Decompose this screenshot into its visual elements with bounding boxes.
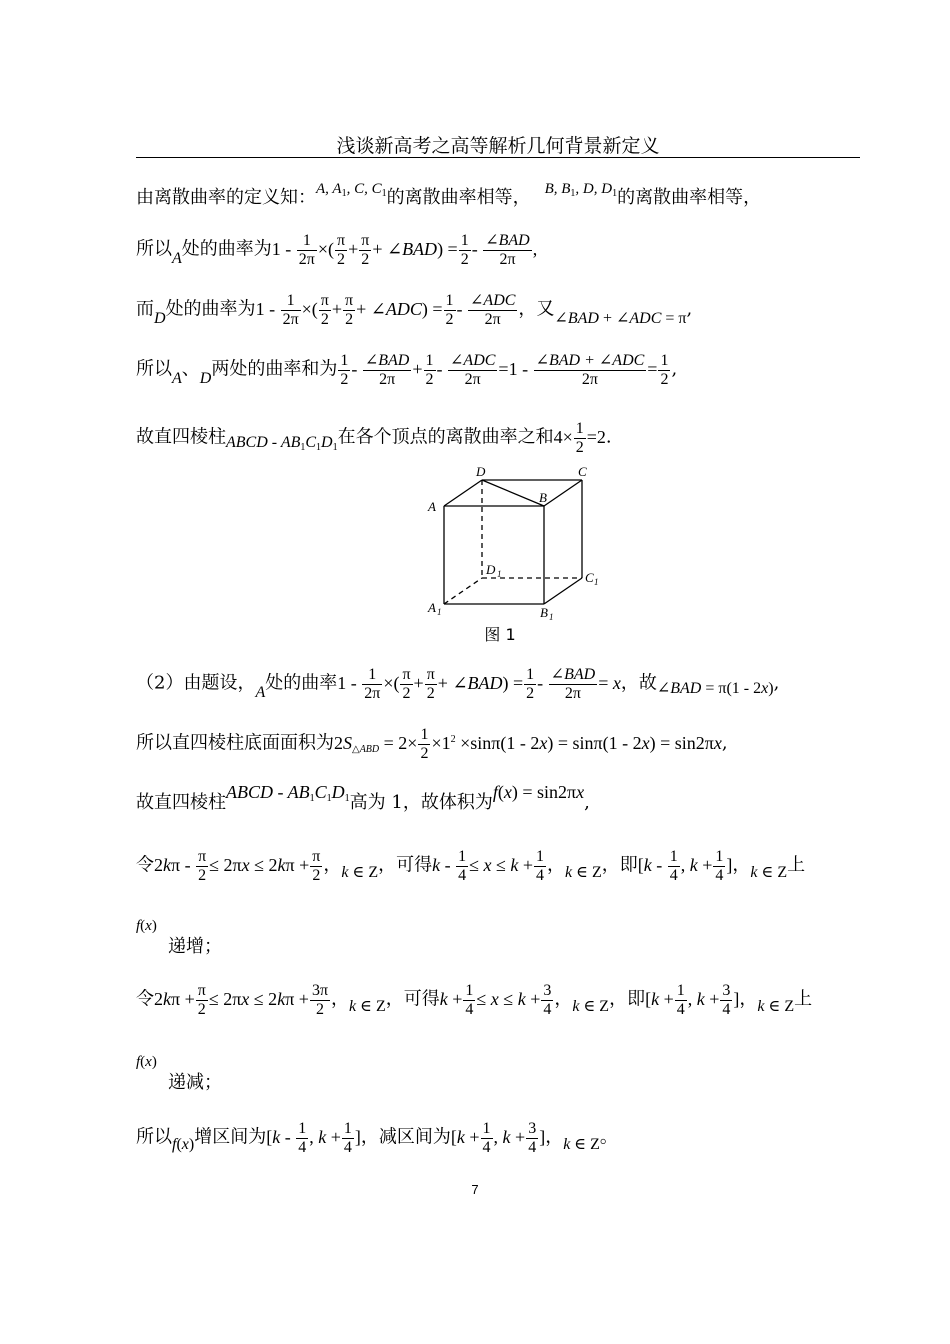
text: 而 xyxy=(136,298,154,320)
text-line-2 xyxy=(136,232,537,269)
svg-text:1: 1 xyxy=(549,612,554,622)
formula-decrease-interval: [k + $\frac{1}{4}$ , k + $\frac{3}{4}$ ] xyxy=(645,982,740,1018)
text-line-10b xyxy=(168,932,222,958)
formula-curvature-a: 1 - $\frac{1}{2\pi}$ ×( $\frac{\pi}{2}$ + $\frac{\pi}{2}$ + ∠BAD) = $\frac{1}{2}$ - $\frac{\text{∠BAD}}{2\pi}$ , xyxy=(271,232,538,268)
formula-volume: f(x) = sin2πx xyxy=(492,782,585,802)
label-B: B xyxy=(539,490,547,505)
formula-decrease-interval-final: [k + $\frac{1}{4}$ , k + $\frac{3}{4}$ ] xyxy=(450,1120,546,1156)
formula-increase-interval: [k - $\frac{1}{4}$ , k + $\frac{1}{4}$ ] xyxy=(637,848,733,884)
point-label: D xyxy=(199,369,212,387)
point-label: A xyxy=(172,369,182,387)
text: ，可得 xyxy=(378,854,433,876)
formula-increase-ineq: 2kπ - $\frac{\pi}{2}$ ≤ 2πx ≤ 2kπ + $\frac{\pi}{2}$ xyxy=(154,848,321,884)
formula-total: 4× $\frac{1}{2}$ =2 xyxy=(553,420,606,456)
text: 处的曲率 xyxy=(265,672,338,694)
text: ，又 xyxy=(518,298,555,320)
prism-name: ABCD - $AB_1C_1D_1$ xyxy=(226,433,338,453)
point-label: A xyxy=(255,683,266,701)
label-D1: D xyxy=(486,562,496,577)
formula-decrease-x: k + $\frac{1}{4}$ ≤ x ≤ k + $\frac{3}{4}$ xyxy=(439,982,552,1018)
text: 在各个顶点的离散曲率之和 xyxy=(337,426,554,448)
text-line-1 xyxy=(136,183,761,209)
edge-AD xyxy=(444,480,482,506)
text: 高为 1，故体积为 xyxy=(349,792,493,813)
text: 所以 xyxy=(136,358,172,380)
label-A1: A xyxy=(428,600,436,615)
edge-BC xyxy=(544,480,582,506)
point-label: A xyxy=(172,249,182,267)
figure-caption: 图 1 xyxy=(484,625,516,644)
text: ，即 xyxy=(601,854,638,876)
text: 两处的曲率和为 xyxy=(211,358,338,380)
text-line-12b xyxy=(168,1068,222,1094)
formula-curvature-d: 1 - $\frac{1}{2\pi}$ ×( $\frac{\pi}{2}$ + $\frac{\pi}{2}$ + ∠ADC) = $\frac{1}{2}$ - $\frac{\text{∠ADC}}{2\pi}$ xyxy=(255,292,516,328)
text: 所以 xyxy=(136,1126,172,1148)
text: ，即 xyxy=(609,988,646,1010)
prism-name: ABCD - $AB_1C_1D_1$ xyxy=(226,782,350,804)
prism-figure xyxy=(420,462,610,622)
vertex-set-2: B, B1, D, D1 xyxy=(544,181,618,199)
label-C1: C xyxy=(585,570,594,585)
header-rule xyxy=(136,157,860,158)
formula-angle-bad: ∠BAD = π(1 - 2x) xyxy=(656,679,774,697)
formula-increase-x: k - $\frac{1}{4}$ ≤ x ≤ k + $\frac{1}{4}$ xyxy=(432,848,545,884)
formula-area: $2S_{\triangle ABD} = 2\times$ $\frac{1}{2}$ $\times 1^2 \times\sin\pi(1 - 2x) = \sin\pi(1 - 2x) = \sin 2\pi x$ xyxy=(334,726,722,762)
text: 的离散曲率相等， xyxy=(617,187,762,208)
text: 处的曲率为 xyxy=(165,298,256,320)
text: 由离散曲率的定义知： xyxy=(136,187,316,208)
text: ，故 xyxy=(620,672,657,694)
formula-increase-interval-final: [k - $\frac{1}{4}$ , k + $\frac{1}{4}$ ] xyxy=(266,1120,361,1156)
label-C: C xyxy=(578,464,587,479)
text-line-8: 故直四棱柱ABCD - $AB_1C_1D_1$高为 1，故体积为f(x) = sin2πx, xyxy=(136,782,590,813)
text: （2）由题设， xyxy=(136,672,256,694)
text: 的离散曲率相等， xyxy=(386,187,531,208)
svg-text:1: 1 xyxy=(594,577,599,587)
text: 故直四棱柱 xyxy=(136,426,226,448)
text: 令 xyxy=(136,854,154,876)
svg-text:1: 1 xyxy=(497,569,502,579)
text: ，减区间为 xyxy=(360,1126,451,1148)
text: 故直四棱柱 xyxy=(136,792,226,813)
text: 增区间为 xyxy=(194,1126,267,1148)
formula-curvature-sum: $\frac{1}{2}$ - $\frac{\text{∠BAD}}{2\pi}$ + $\frac{1}{2}$ - $\frac{\text{∠ADC}}{2\pi}$ =1 - $\frac{\text{∠BAD + ∠ADC}}{2\pi}$ = $\frac{1}{2}$ xyxy=(340,352,669,388)
text: 上 xyxy=(794,988,813,1010)
edge-A1D1-hidden xyxy=(444,578,482,604)
text-line-7: 所以直四棱柱底面面积为$2S_{\triangle ABD} = 2\times$ $\frac{1}{2}$ $\times 1^2 \times\sin\pi(1 - 2x) = \sin\pi(1 - 2x) = \sin 2\pi x$, xyxy=(136,726,728,762)
text: ，可得 xyxy=(385,988,440,1010)
text-line-9: 令2kπ - $\frac{\pi}{2}$ ≤ 2πx ≤ 2kπ + $\frac{\pi}{2}$ ，k ∈ Z，可得k - $\frac{1}{4}$ ≤ x ≤ k + $\frac{1}{4}$ ，k ∈ Z，即[k - $\frac{1}{4}$ , k + $\frac{1}{4}$ ]，k ∈ Z上 xyxy=(136,848,806,884)
edge-B1C1 xyxy=(544,578,582,604)
svg-text:1: 1 xyxy=(437,607,442,617)
text-line-10 xyxy=(136,914,157,935)
page-number: 7 xyxy=(471,1182,479,1197)
label-B1: B xyxy=(540,605,548,620)
formula-angle-sum: ∠BAD + ∠ADC = π xyxy=(554,309,687,327)
text: 处的曲率为 xyxy=(181,238,272,260)
page-header-title: 浅谈新高考之高等解析几何背景新定义 xyxy=(336,135,660,157)
text: 所以 xyxy=(136,238,172,260)
point-label: D xyxy=(154,309,166,327)
text-line-13: 所以f(x)增区间为[k - $\frac{1}{4}$ , k + $\frac{1}{4}$ ]，减区间为[k + $\frac{1}{4}$ , k + $\frac{3}{4}$ ]，k ∈ Z。 xyxy=(136,1120,618,1156)
edge-DB xyxy=(482,480,544,506)
text: 所以直四棱柱底面面积为 xyxy=(136,732,334,754)
vertex-set-1: A, A1, C, C1 xyxy=(316,181,387,199)
text-line-6: （2）由题设，A处的曲率1 - $\frac{1}{2\pi}$ ×( $\frac{\pi}{2}$ + $\frac{\pi}{2}$ + ∠BAD) = $\frac{1}{2}$ - $\frac{\text{∠BAD}}{2\pi}$ = x，故∠BAD = π(1 - 2x), xyxy=(136,666,780,702)
function-fx: f(x) xyxy=(136,918,157,934)
label-D: D xyxy=(476,464,486,479)
text: 令 xyxy=(136,988,154,1010)
text-line-12 xyxy=(136,1050,157,1071)
label-A: A xyxy=(428,499,436,514)
function-fx: f(x) xyxy=(136,1054,157,1070)
text-line-3: 而D处的曲率为1 - $\frac{1}{2\pi}$ ×( $\frac{\pi}{2}$ + $\frac{\pi}{2}$ + ∠ADC) = $\frac{1}{2}$ - $\frac{\text{∠ADC}}{2\pi}$ ，又∠BAD + ∠ADC = π, xyxy=(136,292,693,328)
text: 递减； xyxy=(168,1072,222,1093)
text: 上 xyxy=(787,854,806,876)
text: 、 xyxy=(181,358,200,380)
text-line-5: 故直四棱柱ABCD - $AB_1C_1D_1$在各个顶点的离散曲率之和4× $\frac{1}{2}$ =2. xyxy=(136,420,612,456)
text-line-4: 所以A、D两处的曲率和为 $\frac{1}{2}$ - $\frac{\text{∠BAD}}{2\pi}$ + $\frac{1}{2}$ - $\frac{\text{∠ADC}}{2\pi}$ =1 - $\frac{\text{∠BAD + ∠ADC}}{2\pi}$ = $\frac{1}{2}$ , xyxy=(136,352,678,388)
function-fx: f(x) xyxy=(172,1135,195,1153)
text: 递增； xyxy=(168,936,222,957)
formula-decrease-ineq: 2kπ + $\frac{\pi}{2}$ ≤ 2πx ≤ 2kπ + $\frac{3\pi}{2}$ xyxy=(154,982,329,1018)
text-line-11: 令2kπ + $\frac{\pi}{2}$ ≤ 2πx ≤ 2kπ + $\frac{3\pi}{2}$ ，k ∈ Z，可得k + $\frac{1}{4}$ ≤ x ≤ k + $\frac{3}{4}$ ，k ∈ Z，即[k + $\frac{1}{4}$ , k + $\frac{3}{4}$ ]，k ∈ Z上 xyxy=(136,982,813,1018)
formula-curvature-x: 1 - $\frac{1}{2\pi}$ ×( $\frac{\pi}{2}$ + $\frac{\pi}{2}$ + ∠BAD) = $\frac{1}{2}$ - $\frac{\text{∠BAD}}{2\pi}$ = x xyxy=(337,666,621,702)
